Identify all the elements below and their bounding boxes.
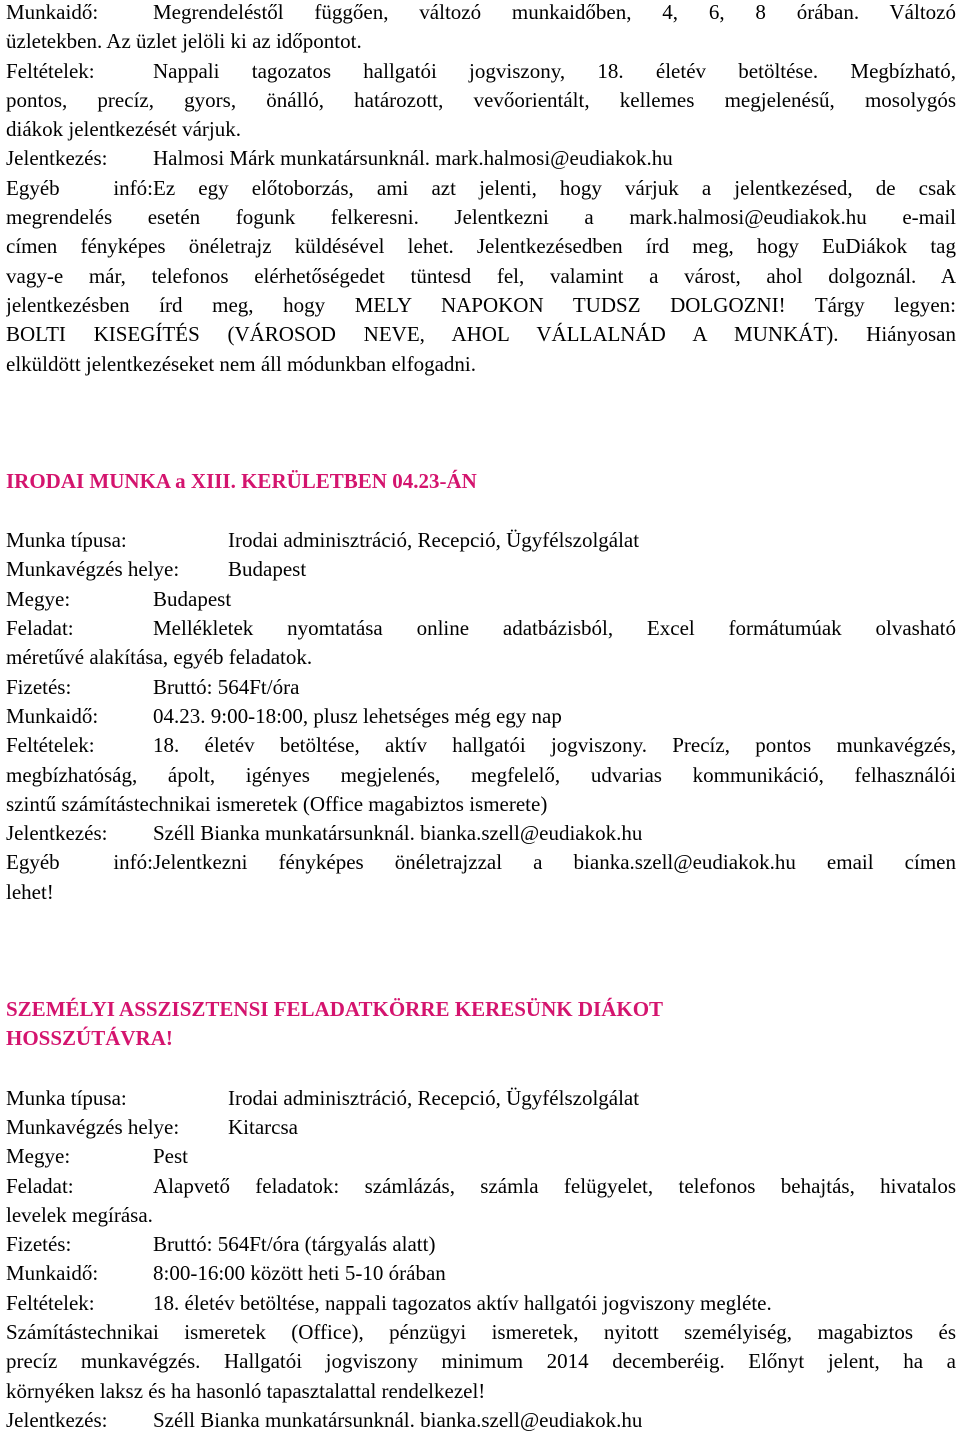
job-listing-2 xyxy=(6,995,956,1435)
field-label: Munkaidő: xyxy=(6,703,99,728)
field-label: Jelentkezés: xyxy=(6,1407,108,1432)
text-line: vagy-e már, telefonos elérhetőségedet tüntesd fel, valamint a várost, ahol dolgoznál. A xyxy=(6,263,956,288)
field-label: Feltételek: xyxy=(6,733,95,758)
prev-egyeb-line xyxy=(6,174,956,203)
field-value: 04.23. 9:00-18:00, plusz lehetséges még egy nap xyxy=(153,703,562,728)
field-value: Irodai adminisztráció, Recepció, Ügyfélszolgálat xyxy=(228,1085,640,1110)
feltetelek-line xyxy=(6,1289,956,1318)
text-line: diákok jelentkezését várjuk. xyxy=(6,117,241,142)
text-line: méretűvé alakítása, egyéb feladatok. xyxy=(6,645,313,670)
field-label: Fizetés: xyxy=(6,1232,72,1257)
field-label: Feltételek: xyxy=(6,1290,95,1315)
field-value: Jelentkezni fényképes önéletrajzzal a bianka.szell@eudiakok.hu email címen xyxy=(153,850,956,875)
field-label: Fizetés: xyxy=(6,674,72,699)
document-page xyxy=(6,0,956,1435)
text-line: címen fényképes önéletrajz küldésével lehet. Jelentkezésedben írd meg, hogy EuDiákok tag xyxy=(6,234,956,259)
helye-line xyxy=(6,555,956,584)
text-line: szintű számítástechnikai ismeretek (Office magabiztos ismerete) xyxy=(6,791,548,816)
field-label: Feladat: xyxy=(6,616,74,641)
field-label: Feltételek: xyxy=(6,58,95,83)
field-label: Egyéb infó: xyxy=(6,175,153,200)
fizetes-line xyxy=(6,673,956,702)
field-value: Halmosi Márk munkatársunknál. mark.halmosi@eudiakok.hu xyxy=(153,146,673,171)
text-line: megrendelés esetén fogunk felkeresni. Jelentkezni a mark.halmosi@eudiakok.hu e-mail xyxy=(6,205,956,230)
feladat-line xyxy=(6,614,956,643)
field-value: Alapvető feladatok: számlázás, számla felügyelet, telefonos behajtás, hivatalos xyxy=(153,1173,956,1198)
job-listing-1 xyxy=(6,467,956,907)
fizetes-line xyxy=(6,1230,956,1259)
field-value: Kitarcsa xyxy=(228,1114,298,1139)
prev-munkaido-line xyxy=(6,0,956,27)
field-value: Széll Bianka munkatársunknál. bianka.szell@eudiakok.hu xyxy=(153,1407,643,1432)
field-value: Bruttó: 564Ft/óra xyxy=(153,674,300,699)
field-label: Munkavégzés helye: xyxy=(6,1114,180,1139)
field-label: Munka típusa: xyxy=(6,1085,127,1110)
munka-tipusa-line xyxy=(6,1084,956,1113)
text-line: levelek megírása. xyxy=(6,1202,153,1227)
feltetelek-line xyxy=(6,731,956,760)
prev-feltetelek-line xyxy=(6,57,956,86)
munkaido-line xyxy=(6,702,956,731)
field-label: Munkaidő: xyxy=(6,1261,99,1286)
feladat-line xyxy=(6,1172,956,1201)
text-line: precíz munkavégzés. Hallgatói jogviszony minimum 2014 decemberéig. Előnyt jelent, ha a xyxy=(6,1349,956,1374)
field-value: Széll Bianka munkatársunknál. bianka.szell@eudiakok.hu xyxy=(153,821,643,846)
field-value: Irodai adminisztráció, Recepció, Ügyfélszolgálat xyxy=(228,528,640,553)
jelentkezes-line xyxy=(6,819,956,848)
megye-line xyxy=(6,1142,956,1171)
job-heading: IRODAI MUNKA a XIII. KERÜLETBEN 04.23-ÁN xyxy=(6,468,477,493)
field-value: Megrendeléstől függően, változó munkaidőben, 4, 6, 8 órában. Változó xyxy=(153,0,956,24)
field-value: 18. életév betöltése, nappali tagozatos aktív hallgatói jogviszony megléte. xyxy=(153,1290,772,1315)
helye-line xyxy=(6,1113,956,1142)
text-line: jelentkezésben írd meg, hogy MELY NAPOKON TUDSZ DOLGOZNI! Tárgy legyen: xyxy=(6,292,956,317)
text-line: pontos, precíz, gyors, önálló, határozott, vevőorientált, kellemes megjelenésű, mosolygós xyxy=(6,87,956,112)
field-value: 8:00-16:00 között heti 5-10 órában xyxy=(153,1261,446,1286)
text-line: lehet! xyxy=(6,879,54,904)
field-label: Egyéb infó: xyxy=(6,850,153,875)
jelentkezes-line xyxy=(6,1406,956,1435)
field-value: Budapest xyxy=(153,586,232,611)
field-label: Megye: xyxy=(6,586,71,611)
prev-job-section xyxy=(6,0,956,379)
text-line: környéken laksz és ha hasonló tapasztalattal rendelkezel! xyxy=(6,1378,486,1403)
field-value: Mellékletek nyomtatása online adatbázisból, Excel formátumúak olvasható xyxy=(153,616,956,641)
field-value: Ez egy előtoborzás, ami azt jelenti, hogy várjuk a jelentkezésed, de csak xyxy=(153,175,956,200)
field-value: Budapest xyxy=(228,557,307,582)
megye-line xyxy=(6,585,956,614)
field-value: Nappali tagozatos hallgatói jogviszony, 18. életév betöltése. Megbízható, xyxy=(153,58,956,83)
egyeb-line xyxy=(6,848,956,877)
munka-tipusa-line xyxy=(6,526,956,555)
field-value: Pest xyxy=(153,1144,189,1169)
prev-jelentkezes-line xyxy=(6,144,956,173)
text-line: Számítástechnikai ismeretek (Office), pénzügyi ismeretek, nyitott személyiség, magabiztos és xyxy=(6,1319,956,1344)
munkaido-line xyxy=(6,1259,956,1288)
text-line: megbízhatóság, ápolt, igényes megjelenés, megfelelő, udvarias kommunikáció, felhasználói xyxy=(6,762,956,787)
job-heading-cont: HOSSZÚTÁVRA! xyxy=(6,1026,173,1051)
field-value: 18. életév betöltése, aktív hallgatói jogviszony. Precíz, pontos munkavégzés, xyxy=(153,733,956,758)
job-heading: SZEMÉLYI ASSZISZTENSI FELADATKÖRRE KERESÜNK DIÁKOT xyxy=(6,997,664,1022)
field-label: Jelentkezés: xyxy=(6,146,108,171)
field-label: Megye: xyxy=(6,1144,71,1169)
field-label: Jelentkezés: xyxy=(6,821,108,846)
field-label: Munka típusa: xyxy=(6,528,127,553)
text-line: BOLTI KISEGÍTÉS (VÁROSOD NEVE, AHOL VÁLLALNÁD A MUNKÁT). Hiányosan xyxy=(6,322,956,347)
field-label: Munkaidő: xyxy=(6,0,99,24)
field-value: Bruttó: 564Ft/óra (tárgyalás alatt) xyxy=(153,1232,436,1257)
field-label: Munkavégzés helye: xyxy=(6,557,180,582)
text-line: elküldött jelentkezéseket nem áll módunkban elfogadni. xyxy=(6,351,477,376)
text-line: üzletekben. Az üzlet jelöli ki az időpontot. xyxy=(6,29,362,54)
field-label: Feladat: xyxy=(6,1173,74,1198)
